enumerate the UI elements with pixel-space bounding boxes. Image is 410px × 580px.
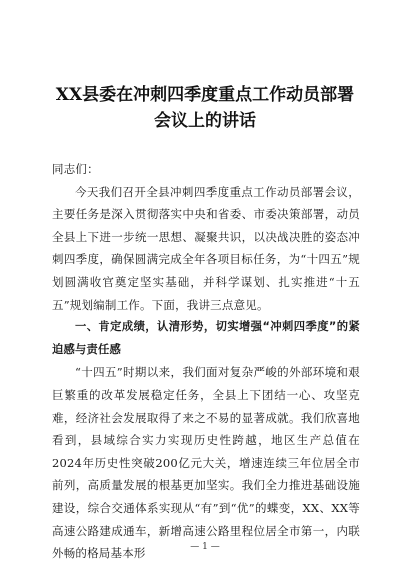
paragraph-intro: 今天我们召开全县冲刺四季度重点工作动员部署会议，主要任务是深入贯彻落实中央和省委、市委决策部署，动员全县上下进一步统一思想、凝聚共识，以决战决胜的姿态冲刺四季度，确保圆满完成全年各项目标任务，为“十四五”规划圆满收官奠定坚实基础，并科学谋划、扎实推进“十五五”规划编制工作。下面，我讲三点意见。 [52, 184, 360, 312]
document-body [52, 158, 360, 565]
section-heading-1: 一、肯定成绩，认清形势，切实增强“冲刺四季度”的紧迫感与责任感 [52, 320, 360, 356]
salutation: 同志们： [52, 162, 99, 176]
document-title [30, 82, 380, 134]
title-line-1: XX县委在冲刺四季度重点工作动员部署 [55, 85, 355, 105]
page-number: — 1 — [190, 542, 220, 552]
paragraph-achievements: “十四五”时期以来，我们面对复杂严峻的外部环境和艰巨繁重的改革发展稳定任务，全县上下团结一心、攻坚克难，经济社会发展取得了来之不易的显著成就。我们欣喜地看到，县域综合实力实现历史性跨越，地区生产总值在2024年历史性突破200亿元大关，增速连续三年位居全市前列，高质量发展的根基更加坚实。我们全力推进基础设施建设，综合交通体系实现从“有”到“优”的蝶变，XX、XX等高速公路建成通车，新增高速公路里程位居全市第一，内联外畅的格局基本形 [52, 365, 360, 561]
title-line-2: 会议上的讲话 [154, 111, 256, 131]
